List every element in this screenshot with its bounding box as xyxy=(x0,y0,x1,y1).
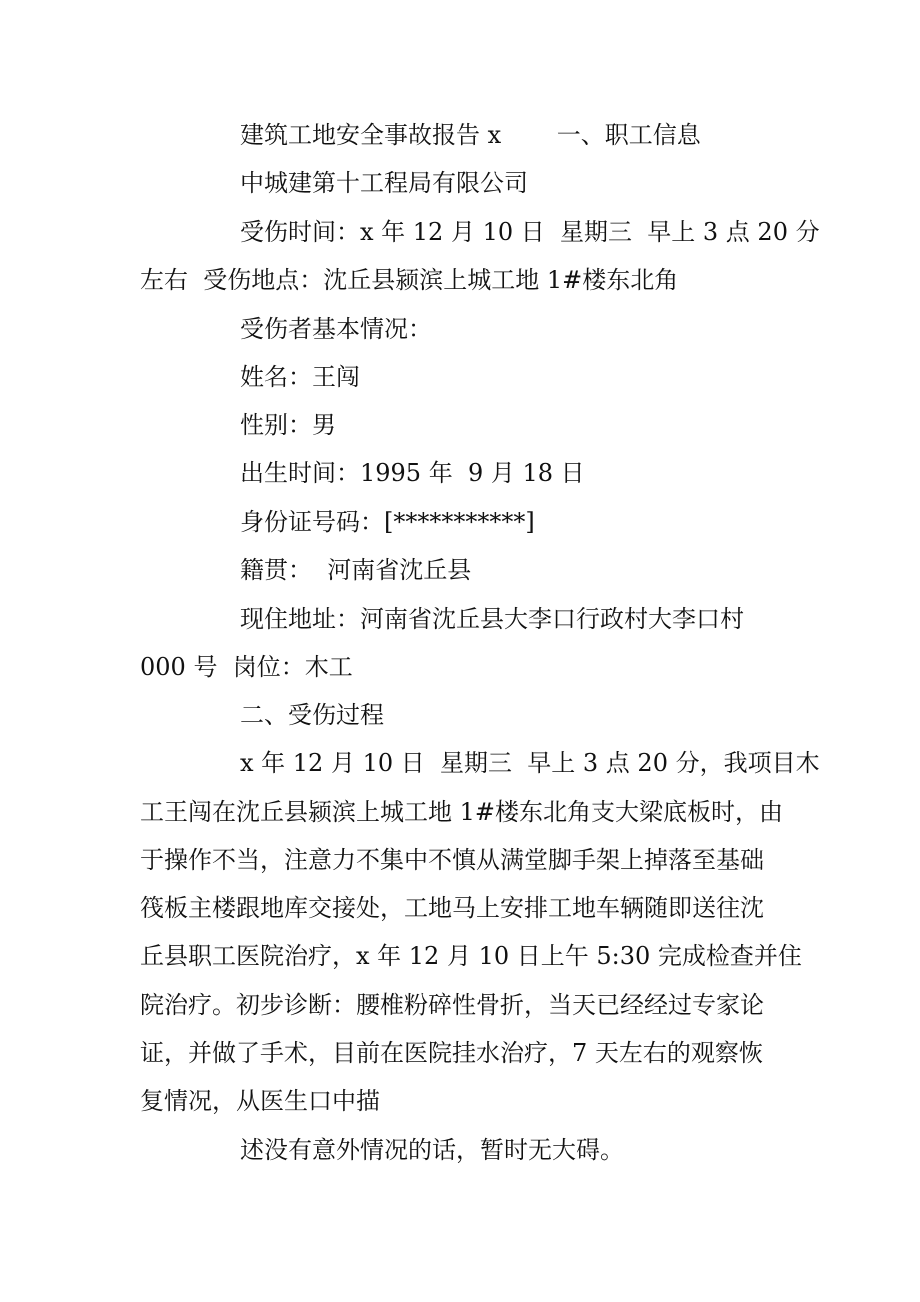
native-place-field: 籍贯： 河南省沈丘县 xyxy=(240,556,472,584)
injury-process-heading: 二、受伤过程 xyxy=(240,701,384,729)
paragraph-line: 复情况，从医生口中描 xyxy=(140,1087,380,1115)
birth-date-field: 出生时间：1995 年 9 月 18 日 xyxy=(240,459,585,487)
paragraph-line: 丘县职工医院治疗，x 年 12 月 10 日上午 5:30 完成检查并住 xyxy=(140,942,802,970)
paragraph-line: 述没有意外情况的话，暂时无大碍。 xyxy=(240,1136,624,1164)
address-field: 现住地址：河南省沈丘县大李口行政村大李口村 xyxy=(240,605,744,633)
id-number-field: 身份证号码：[***********] xyxy=(240,508,535,536)
paragraph-line: 院治疗。初步诊断：腰椎粉碎性骨折，当天已经经过专家论 xyxy=(140,991,764,1019)
gender-field: 性别：男 xyxy=(240,411,336,439)
injury-location-line: 左右 受伤地点：沈丘县颍滨上城工地 1#楼东北角 xyxy=(140,266,679,294)
name-field: 姓名：王闯 xyxy=(240,363,360,391)
paragraph-line: 筏板主楼跟地库交接处，工地马上安排工地车辆随即送往沈 xyxy=(140,894,764,922)
company-name: 中城建第十工程局有限公司 xyxy=(240,169,528,197)
report-title-line: 建筑工地安全事故报告 x 一、职工信息 xyxy=(240,121,701,149)
address-position-line: 000 号 岗位：木工 xyxy=(140,653,353,681)
paragraph-line: 于操作不当，注意力不集中不慎从满堂脚手架上掉落至基础 xyxy=(140,846,764,874)
paragraph-line: x 年 12 月 10 日 星期三 早上 3 点 20 分，我项目木 xyxy=(240,749,820,777)
paragraph-line: 工王闯在沈丘县颍滨上城工地 1#楼东北角支大梁底板时，由 xyxy=(140,798,784,826)
injured-basic-info-heading: 受伤者基本情况： xyxy=(240,315,432,343)
paragraph-line: 证，并做了手术，目前在医院挂水治疗，7 天左右的观察恢 xyxy=(140,1039,763,1067)
injury-time-line: 受伤时间：x 年 12 月 10 日 星期三 早上 3 点 20 分 xyxy=(240,218,820,246)
